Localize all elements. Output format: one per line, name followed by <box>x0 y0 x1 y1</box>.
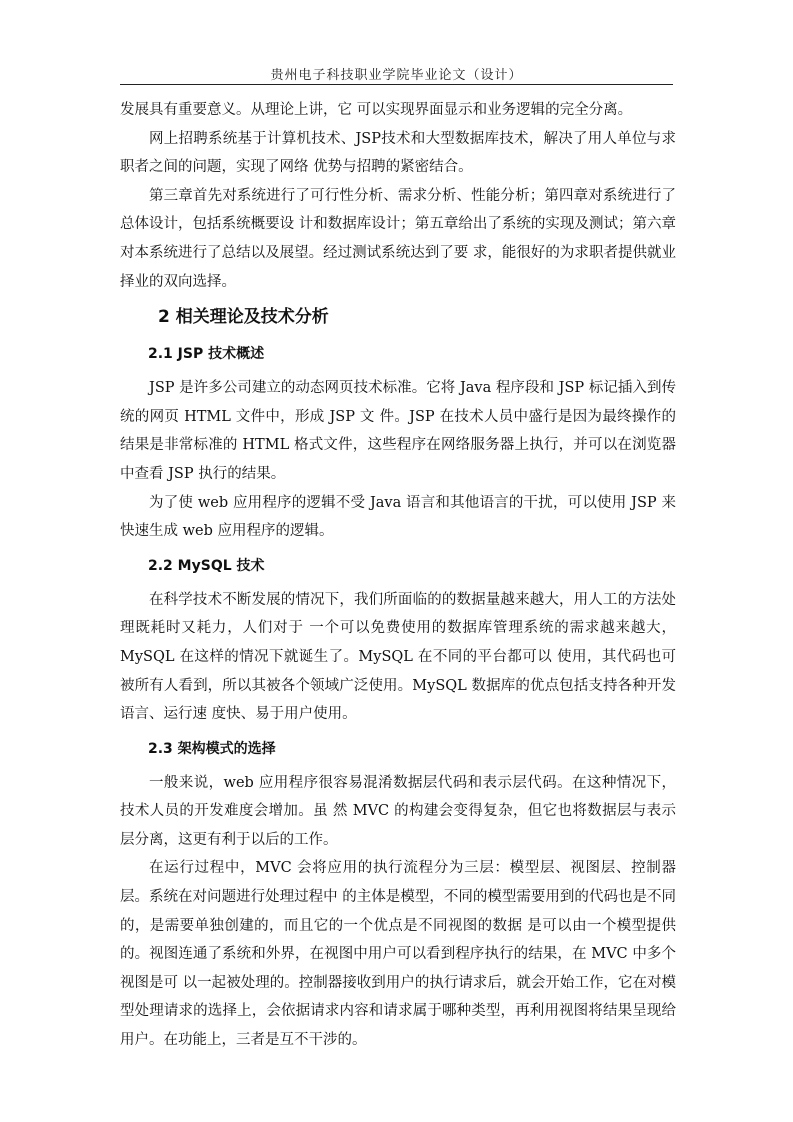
section-2-3-paragraph-2: 在运行过程中，MVC 会将应用的执行流程分为三层：模型层、视图层、控制器层。系统在对问题进行处理过程中 的主体是模型，不同的模型需要用到的代码也是不同的，是需要单独创建的，而且它的一个优点是不同视图的数据 是可以由一个模型提供的。视图连通了系统和外界，在视图中用户可以看到程序执行的结果，在 MVC 中多个视图是可 以一起被处理的。控制器接收到用户的执行请求后，就会开始工作，它在对模型处理请求的选择上，会依据请求内容和请求属于哪种类型，再利用视图将结果呈现给用户。在功能上，三者是互不干涉的。 <box>120 860 676 1049</box>
section-2-1-paragraph-1: JSP 是许多公司建立的动态网页技术标准。它将 Java 程序段和 JSP 标记插入到传统的网页 HTML 文件中，形成 JSP 文 件。JSP 在技术人员中盛行是因为最终操作的结果是非常标准的 HTML 格式文件，这些程序在网络服务器上执行，并可以在浏览器中查看 JSP 执行的结果。 <box>120 380 676 482</box>
intro-paragraph-1: 发展具有重要意义。从理论上讲，它 可以实现界面显示和业务逻辑的完全分离。 <box>120 102 633 118</box>
section-2-3-paragraph-1: 一般来说，web 应用程序很容易混淆数据层代码和表示层代码。在这种情况下，技术人员的开发难度会增加。虽 然 MVC 的构建会变得复杂，但它也将数据层与表示层分离，这更有利于以后的工作。 <box>120 774 676 848</box>
header-divider <box>120 84 673 85</box>
section-2-2-heading: 2.2 MySQL 技术 <box>148 557 265 574</box>
page-body <box>120 96 676 1055</box>
section-2-1-heading: 2.1 JSP 技术概述 <box>148 346 265 363</box>
chapter-2-heading: 2 相关理论及技术分析 <box>158 307 329 328</box>
page-header: 贵州电子科技职业学院毕业论文（设计） <box>270 68 523 83</box>
section-2-2-paragraph-1: 在科学技术不断发展的情况下，我们所面临的的数据量越来越大，用人工的方法处理既耗时又耗力，人们对于 一个可以免费使用的数据库管理系统的需求越来越大，MySQL 在这样的情况下就诞生了。MySQL 在不同的平台都可以 使用，其代码也可被所有人看到，所以其被各个领域广泛使用。MySQL 数据库的优点包括支持各种开发语言、运行速 度快、易于用户使用。 <box>120 591 676 723</box>
intro-paragraph-3: 第三章首先对系统进行了可行性分析、需求分析、性能分析；第四章对系统进行了总体设计，包括系统概要设 计和数据库设计；第五章给出了系统的实现及测试；第六章对本系统进行了总结以及展望。经过测试系统达到了要 求，能很好的为求职者提供就业择业的双向选择。 <box>120 187 676 290</box>
intro-paragraph-2: 网上招聘系统基于计算机技术、JSP技术和大型数据库技术，解决了用人单位与求职者之间的问题，实现了网络 优势与招聘的紧密结合。 <box>120 130 676 176</box>
section-2-3-heading: 2.3 架构模式的选择 <box>148 740 276 757</box>
section-2-1-paragraph-2: 为了使 web 应用程序的逻辑不受 Java 语言和其他语言的干扰，可以使用 JSP 来快速生成 web 应用程序的逻辑。 <box>120 494 676 540</box>
